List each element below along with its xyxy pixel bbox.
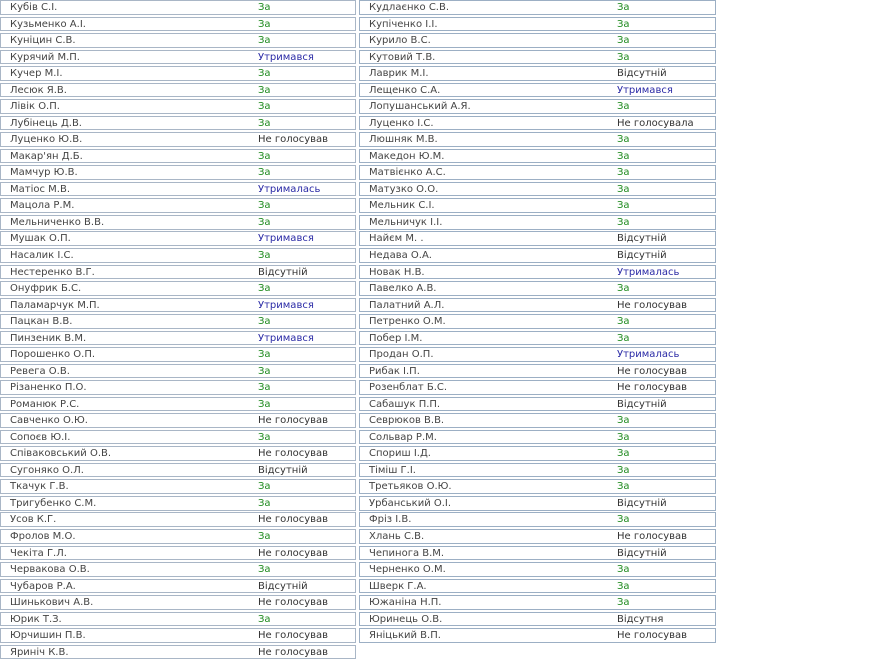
vote-result: За bbox=[617, 332, 630, 344]
deputy-name: Сольвар Р.М. bbox=[369, 431, 437, 443]
deputy-name: Черненко О.М. bbox=[369, 564, 446, 576]
deputy-name: Мельник С.І. bbox=[369, 200, 435, 212]
vote-row bbox=[359, 248, 716, 263]
vote-row bbox=[359, 595, 716, 610]
deputy-name: Спориш І.Д. bbox=[369, 448, 431, 460]
vote-result: За bbox=[617, 464, 630, 476]
vote-row bbox=[359, 546, 716, 561]
vote-row bbox=[0, 265, 356, 280]
vote-row bbox=[0, 314, 356, 329]
vote-result: За bbox=[258, 2, 271, 13]
deputy-name: Фріз І.В. bbox=[369, 514, 412, 526]
vote-row bbox=[0, 595, 356, 610]
deputy-name: Насалик І.С. bbox=[10, 249, 74, 261]
vote-row bbox=[0, 149, 356, 164]
deputy-name: Павелко А.В. bbox=[369, 283, 437, 295]
deputy-name: Македон Ю.М. bbox=[369, 150, 445, 162]
vote-row bbox=[359, 265, 716, 280]
vote-row bbox=[0, 463, 356, 478]
vote-row bbox=[0, 496, 356, 511]
vote-row bbox=[359, 529, 716, 544]
vote-result: Утримався bbox=[258, 332, 314, 344]
vote-row bbox=[359, 298, 716, 313]
deputy-name: Урбанський О.І. bbox=[369, 497, 452, 509]
deputy-name: Кудлаєнко С.В. bbox=[369, 2, 450, 13]
vote-row bbox=[0, 628, 356, 643]
deputy-name: Фролов М.О. bbox=[10, 531, 76, 542]
deputy-name: Недава О.А. bbox=[369, 249, 432, 261]
deputy-name: Люшняк М.В. bbox=[369, 134, 438, 146]
vote-row bbox=[359, 215, 716, 230]
vote-result: За bbox=[617, 316, 630, 328]
deputy-name: Продан О.П. bbox=[369, 349, 434, 361]
vote-row bbox=[359, 628, 716, 643]
vote-result: За bbox=[258, 365, 271, 377]
vote-row bbox=[359, 231, 716, 246]
deputy-name: Юрик Т.З. bbox=[10, 613, 62, 625]
vote-row bbox=[0, 397, 356, 412]
vote-result: За bbox=[617, 580, 630, 592]
vote-row bbox=[359, 198, 716, 213]
vote-result: За bbox=[617, 514, 630, 526]
vote-result: Не голосував bbox=[258, 547, 329, 559]
vote-result: Не голосував bbox=[617, 630, 688, 642]
vote-row bbox=[0, 33, 356, 48]
deputy-name: Мацола Р.М. bbox=[10, 200, 75, 212]
vote-row bbox=[359, 0, 716, 15]
deputy-name: Паламарчук М.П. bbox=[10, 299, 100, 311]
deputy-name: Найєм М. . bbox=[369, 233, 424, 245]
deputy-name: Кузьменко А.І. bbox=[10, 18, 86, 30]
deputy-name: Червакова О.В. bbox=[10, 564, 90, 576]
deputy-name: Співаковський О.В. bbox=[10, 448, 112, 460]
vote-result: За bbox=[258, 531, 271, 542]
vote-row bbox=[0, 298, 356, 313]
vote-row bbox=[0, 612, 356, 627]
vote-row bbox=[359, 364, 716, 379]
deputy-name: Чубаров Р.А. bbox=[10, 580, 76, 592]
vote-result: Відсутній bbox=[258, 266, 308, 278]
deputy-name: Мамчур Ю.В. bbox=[10, 167, 78, 179]
vote-result: За bbox=[258, 150, 271, 162]
vote-result: За bbox=[258, 283, 271, 295]
vote-row bbox=[359, 347, 716, 362]
vote-row bbox=[0, 364, 356, 379]
vote-row bbox=[0, 198, 356, 213]
vote-list-right bbox=[359, 0, 716, 645]
deputy-name: Ткачук Г.В. bbox=[10, 481, 69, 493]
vote-row bbox=[359, 66, 716, 81]
deputy-name: Порошенко О.П. bbox=[10, 349, 96, 361]
vote-result: За bbox=[617, 18, 630, 30]
deputy-name: Лещенко С.А. bbox=[369, 84, 441, 96]
vote-result: Не голосував bbox=[617, 299, 688, 311]
vote-result: За bbox=[258, 117, 271, 129]
vote-result: Утримався bbox=[617, 84, 673, 96]
vote-result: Не голосувала bbox=[617, 117, 694, 129]
deputy-name: Онуфрик Б.С. bbox=[10, 283, 82, 295]
vote-result: За bbox=[617, 51, 630, 63]
deputy-name: Матвієнко А.С. bbox=[369, 167, 446, 179]
vote-result: За bbox=[258, 216, 271, 228]
vote-result: За bbox=[258, 316, 271, 328]
vote-row bbox=[359, 281, 716, 296]
vote-result: Відсутній bbox=[258, 464, 308, 476]
deputy-name: Мельничук І.І. bbox=[369, 216, 443, 228]
vote-row bbox=[359, 99, 716, 114]
vote-row bbox=[0, 380, 356, 395]
vote-result: За bbox=[258, 349, 271, 361]
vote-result: За bbox=[617, 415, 630, 427]
vote-result: Не голосував bbox=[258, 448, 329, 460]
vote-row bbox=[0, 446, 356, 461]
deputy-name: Романюк Р.С. bbox=[10, 398, 80, 410]
vote-row bbox=[0, 579, 356, 594]
vote-row bbox=[0, 132, 356, 147]
vote-row bbox=[0, 331, 356, 346]
vote-result: Відсутній bbox=[617, 547, 667, 559]
vote-row bbox=[359, 116, 716, 131]
vote-result: За bbox=[617, 150, 630, 162]
vote-row bbox=[0, 66, 356, 81]
deputy-name: Ревега О.В. bbox=[10, 365, 70, 377]
vote-row bbox=[0, 529, 356, 544]
vote-row bbox=[0, 546, 356, 561]
vote-result: Відсутній bbox=[617, 233, 667, 245]
vote-row bbox=[359, 50, 716, 65]
vote-row bbox=[359, 314, 716, 329]
vote-row bbox=[359, 83, 716, 98]
vote-result: Відсутній bbox=[617, 249, 667, 261]
vote-row bbox=[359, 496, 716, 511]
deputy-name: Сабашук П.П. bbox=[369, 398, 441, 410]
vote-result: За bbox=[258, 613, 271, 625]
vote-row bbox=[0, 281, 356, 296]
vote-result: Не голосував bbox=[258, 597, 329, 609]
vote-row bbox=[0, 430, 356, 445]
deputy-name: Різаненко П.О. bbox=[10, 382, 87, 394]
vote-row bbox=[359, 397, 716, 412]
deputy-name: Южаніна Н.П. bbox=[369, 597, 442, 609]
vote-result: За bbox=[617, 216, 630, 228]
vote-result: За bbox=[258, 84, 271, 96]
vote-row bbox=[359, 512, 716, 527]
deputy-name: Кучер М.І. bbox=[10, 68, 63, 80]
vote-result: За bbox=[617, 200, 630, 212]
vote-row bbox=[0, 347, 356, 362]
deputy-name: Пацкан В.В. bbox=[10, 316, 73, 328]
vote-result: За bbox=[617, 283, 630, 295]
deputy-name: Шинькович А.В. bbox=[10, 597, 94, 609]
vote-row bbox=[359, 579, 716, 594]
vote-row bbox=[359, 182, 716, 197]
deputy-name: Купіченко І.І. bbox=[369, 18, 438, 30]
vote-result: За bbox=[617, 2, 630, 13]
vote-result: За bbox=[258, 431, 271, 443]
deputy-name: Третьяков О.Ю. bbox=[369, 481, 452, 493]
vote-result: За bbox=[258, 167, 271, 179]
deputy-name: Хлань С.В. bbox=[369, 531, 425, 542]
vote-result: Відсутня bbox=[617, 613, 664, 625]
vote-result: За bbox=[258, 18, 271, 30]
vote-row bbox=[0, 562, 356, 577]
vote-result: Не голосував bbox=[617, 365, 688, 377]
vote-result: За bbox=[258, 382, 271, 394]
vote-result: За bbox=[258, 564, 271, 576]
deputy-name: Лаврик М.І. bbox=[369, 68, 429, 80]
vote-result: Не голосував bbox=[617, 382, 688, 394]
deputy-name: Лопушанський А.Я. bbox=[369, 101, 471, 113]
vote-result: За bbox=[617, 431, 630, 443]
vote-result: За bbox=[258, 101, 271, 113]
vote-result: За bbox=[617, 101, 630, 113]
vote-row bbox=[359, 132, 716, 147]
vote-row bbox=[0, 512, 356, 527]
deputy-name: Мушак О.П. bbox=[10, 233, 71, 245]
deputy-name: Усов К.Г. bbox=[10, 514, 57, 526]
vote-result: За bbox=[258, 200, 271, 212]
vote-result: За bbox=[617, 183, 630, 195]
deputy-name: Курячий М.П. bbox=[10, 51, 80, 63]
vote-result: Не голосував bbox=[617, 531, 688, 542]
vote-row bbox=[359, 165, 716, 180]
vote-row bbox=[0, 83, 356, 98]
vote-row bbox=[0, 413, 356, 428]
deputy-name: Матіос М.В. bbox=[10, 183, 70, 195]
vote-row bbox=[359, 463, 716, 478]
deputy-name: Побер І.М. bbox=[369, 332, 423, 344]
vote-row bbox=[359, 446, 716, 461]
vote-row bbox=[359, 413, 716, 428]
vote-result: За bbox=[617, 597, 630, 609]
vote-result: Утрималась bbox=[258, 183, 321, 195]
deputy-name: Сопоєв Ю.І. bbox=[10, 431, 71, 443]
deputy-name: Макар'ян Д.Б. bbox=[10, 150, 83, 162]
vote-row bbox=[0, 231, 356, 246]
vote-row bbox=[0, 479, 356, 494]
vote-result: За bbox=[617, 167, 630, 179]
vote-result: Відсутній bbox=[617, 497, 667, 509]
vote-row bbox=[359, 562, 716, 577]
deputy-name: Чекіта Г.Л. bbox=[10, 547, 67, 559]
deputy-name: Шверк Г.А. bbox=[369, 580, 427, 592]
deputy-name: Палатний А.Л. bbox=[369, 299, 445, 311]
deputy-name: Рибак І.П. bbox=[369, 365, 420, 377]
deputy-name: Лубінець Д.В. bbox=[10, 117, 82, 129]
vote-row bbox=[359, 479, 716, 494]
vote-result: Утрималась bbox=[617, 266, 680, 278]
deputy-name: Савченко О.Ю. bbox=[10, 415, 88, 427]
deputy-name: Пинзеник В.М. bbox=[10, 332, 87, 344]
vote-row bbox=[0, 17, 356, 32]
vote-result: За bbox=[617, 481, 630, 493]
deputy-name: Розенблат Б.С. bbox=[369, 382, 448, 394]
vote-result: Відсутній bbox=[258, 580, 308, 592]
vote-row bbox=[0, 645, 356, 660]
deputy-name: Сугоняко О.Л. bbox=[10, 464, 84, 476]
vote-row bbox=[359, 331, 716, 346]
deputy-name: Мельниченко В.В. bbox=[10, 216, 105, 228]
vote-row bbox=[359, 430, 716, 445]
vote-row bbox=[359, 380, 716, 395]
vote-result: За bbox=[258, 68, 271, 80]
vote-row bbox=[0, 116, 356, 131]
deputy-name: Новак Н.В. bbox=[369, 266, 425, 278]
vote-result: Відсутній bbox=[617, 68, 667, 80]
vote-row bbox=[359, 149, 716, 164]
vote-result: Відсутній bbox=[617, 398, 667, 410]
vote-row bbox=[0, 215, 356, 230]
deputy-name: Петренко О.М. bbox=[369, 316, 446, 328]
vote-list-left bbox=[0, 0, 356, 661]
deputy-name: Луценко Ю.В. bbox=[10, 134, 83, 146]
vote-row bbox=[0, 99, 356, 114]
deputy-name: Куніцин С.В. bbox=[10, 35, 76, 47]
vote-row bbox=[359, 17, 716, 32]
vote-result: Не голосував bbox=[258, 514, 329, 526]
vote-result: За bbox=[617, 564, 630, 576]
vote-result: Утрималась bbox=[617, 349, 680, 361]
vote-result: Не голосував bbox=[258, 630, 329, 642]
deputy-name: Матузко О.О. bbox=[369, 183, 439, 195]
deputy-name: Яніцький В.П. bbox=[369, 630, 441, 642]
deputy-name: Юрчишин П.В. bbox=[10, 630, 86, 642]
vote-result: Утримався bbox=[258, 51, 314, 63]
vote-row bbox=[0, 0, 356, 15]
deputy-name: Юринець О.В. bbox=[369, 613, 443, 625]
vote-result: За bbox=[258, 35, 271, 47]
vote-result: За bbox=[617, 35, 630, 47]
vote-result: За bbox=[617, 134, 630, 146]
deputy-name: Нестеренко В.Г. bbox=[10, 266, 95, 278]
vote-result: Утримався bbox=[258, 299, 314, 311]
deputy-name: Тригубенко С.М. bbox=[10, 497, 97, 509]
deputy-name: Чепинога В.М. bbox=[369, 547, 445, 559]
deputy-name: Яриніч К.В. bbox=[10, 646, 69, 658]
vote-row bbox=[0, 182, 356, 197]
deputy-name: Кубів С.І. bbox=[10, 2, 58, 13]
vote-result: Не голосував bbox=[258, 646, 329, 658]
vote-result: Утримався bbox=[258, 233, 314, 245]
deputy-name: Кутовий Т.В. bbox=[369, 51, 436, 63]
deputy-name: Курило В.С. bbox=[369, 35, 431, 47]
deputy-name: Тіміш Г.І. bbox=[369, 464, 416, 476]
vote-result: Не голосував bbox=[258, 134, 329, 146]
vote-result: За bbox=[258, 481, 271, 493]
vote-result: Не голосував bbox=[258, 415, 329, 427]
vote-row bbox=[0, 165, 356, 180]
deputy-name: Лесюк Я.В. bbox=[10, 84, 67, 96]
vote-row bbox=[0, 50, 356, 65]
vote-row bbox=[359, 33, 716, 48]
vote-result: За bbox=[258, 497, 271, 509]
deputy-name: Луценко І.С. bbox=[369, 117, 434, 129]
vote-result: За bbox=[258, 398, 271, 410]
deputy-name: Лівік О.П. bbox=[10, 101, 60, 113]
vote-result: За bbox=[617, 448, 630, 460]
vote-row bbox=[359, 612, 716, 627]
deputy-name: Севрюков В.В. bbox=[369, 415, 445, 427]
vote-row bbox=[0, 248, 356, 263]
vote-result: За bbox=[258, 249, 271, 261]
